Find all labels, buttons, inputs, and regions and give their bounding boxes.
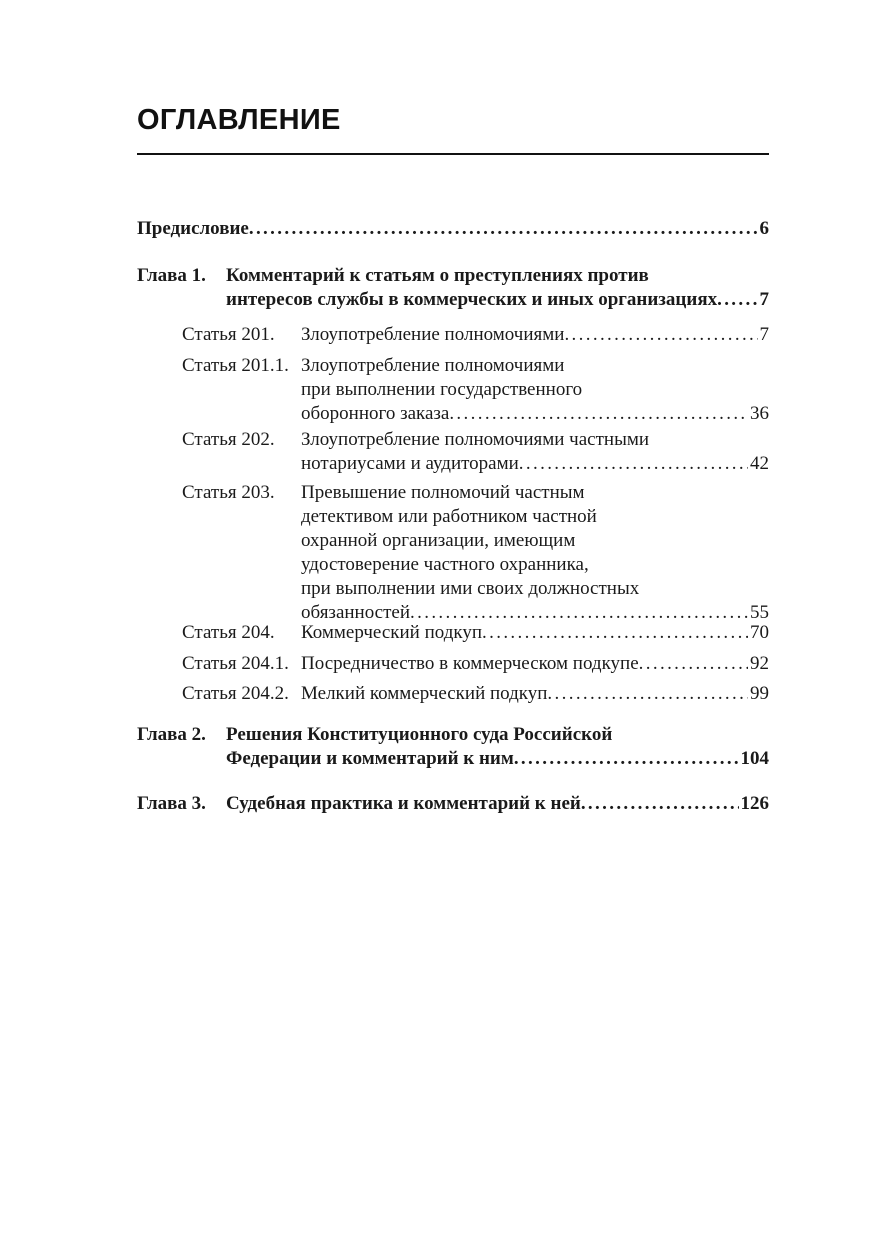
article-title-line: обязанностей	[301, 602, 411, 623]
article-label: Статья 201.1.	[182, 355, 289, 376]
page-number: 7	[759, 289, 769, 310]
page-number: 6	[759, 218, 769, 239]
chapter-title-line: Судебная практика и комментарий к ней	[226, 793, 581, 814]
article-title-line: Злоупотребление полномочиями	[301, 355, 565, 376]
page-number: 70	[750, 622, 769, 643]
article-title-line: удостоверение частного охранника,	[301, 554, 589, 575]
article-title-line: нотариусами и аудиторами	[301, 453, 519, 474]
article-label: Статья 204.	[182, 622, 275, 643]
article-title-line: при выполнении государственного	[301, 379, 583, 400]
article-title-line: оборонного заказа	[301, 403, 450, 424]
chapter-title-line: Федерации и комментарий к ним	[226, 748, 514, 769]
leader-dots	[717, 288, 757, 312]
article-title-line: Превышение полномочий частным	[301, 482, 585, 503]
article-label: Статья 204.2.	[182, 683, 289, 704]
page-number: 104	[740, 748, 769, 769]
toc-entry-preface[interactable]	[137, 217, 769, 241]
page-number: 36	[750, 403, 769, 424]
article-title-line: Коммерческий подкуп	[301, 622, 483, 643]
leader-dots	[639, 652, 748, 676]
leader-dots	[249, 217, 758, 241]
leader-dots	[581, 792, 739, 816]
leader-dots	[564, 323, 757, 347]
leader-dots	[519, 452, 748, 476]
toc-entry-label: Предисловие	[137, 218, 249, 239]
chapter-label: Глава 1.	[137, 265, 206, 286]
article-title-line: Мелкий коммерческий подкуп	[301, 683, 548, 704]
article-label: Статья 203.	[182, 482, 275, 503]
leader-dots	[547, 682, 748, 706]
article-title-line: охранной организации, имеющим	[301, 530, 576, 551]
article-title-line: Посредничество в коммерческом подкупе	[301, 653, 639, 674]
chapter-label: Глава 3.	[137, 793, 206, 814]
page-title: ОГЛАВЛЕНИЕ	[137, 104, 341, 136]
leader-dots	[449, 402, 748, 426]
article-label: Статья 202.	[182, 429, 275, 450]
leader-dots	[482, 621, 748, 645]
leader-dots	[514, 747, 739, 771]
article-title-line: Злоупотребление полномочиями частными	[301, 429, 650, 450]
article-title-line: Злоупотребление полномочиями	[301, 324, 565, 345]
chapter-title-line: Решения Конституционного суда Российской	[226, 724, 613, 745]
chapter-title-line: интересов службы в коммерческих и иных организациях	[226, 289, 718, 310]
page-number: 126	[740, 793, 769, 814]
article-title-line: при выполнении ими своих должностных	[301, 578, 640, 599]
article-label: Статья 204.1.	[182, 653, 289, 674]
article-label: Статья 201.	[182, 324, 275, 345]
page-number: 42	[750, 453, 769, 474]
page-number: 92	[750, 653, 769, 674]
title-rule	[137, 153, 769, 155]
chapter-label: Глава 2.	[137, 724, 206, 745]
article-title-line: детективом или работником частной	[301, 506, 597, 527]
page-number: 7	[759, 324, 769, 345]
page-number: 55	[750, 602, 769, 623]
chapter-title-line: Комментарий к статьям о преступлениях против	[226, 265, 649, 286]
page-number: 99	[750, 683, 769, 704]
